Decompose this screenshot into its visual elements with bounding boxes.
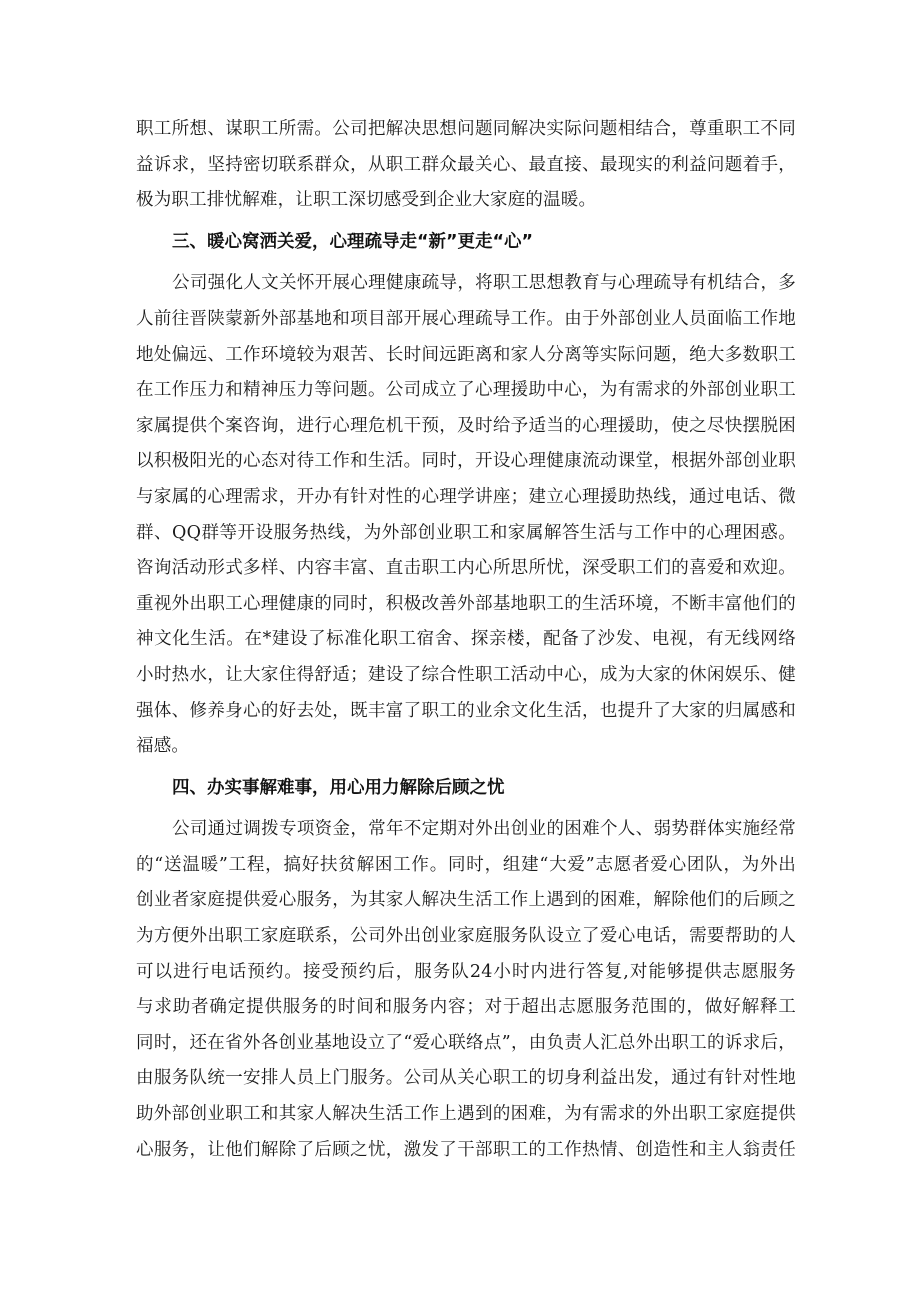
text-line: 公司强化人文关怀开展心理健康疏导，将职工思想教育与心理疏导有机结合，多 (172, 273, 796, 294)
text-line: 益诉求，坚持密切联系群众，从职工群众最关心、最直接、最现实的利益问题着手， (136, 154, 796, 175)
paragraph-3 (136, 812, 796, 1168)
text-line: 与求助者确定提供服务的时间和服务内容；对于超出志愿服务范围的，做好解释工 (136, 997, 796, 1018)
text-line: 人前往晋陕蒙新外部基地和项目部开展心理疏导工作。由于外部创业人员面临工作地 (136, 308, 796, 329)
text-line: 家属提供个案咨询，进行心理危机干预，及时给予适当的心理援助，使之尽快摆脱困 (136, 415, 796, 436)
text-line: 强体、修养身心的好去处，既丰富了职工的业余文化生活，也提升了大家的归属感和 (136, 700, 796, 721)
text-line: 可以进行电话预约。接受预约后，服务队24小时内进行答复,对能够提供志愿服务 (136, 961, 796, 982)
text-line: 神文化生活。在*建设了标准化职工宿舍、探亲楼，配备了沙发、电视，有无线网络 (136, 629, 796, 650)
text-line: 在工作压力和精神压力等问题。公司成立了心理援助中心，为有需求的外部创业职工 (136, 380, 796, 401)
text-line: 心服务，让他们解除了后顾之忧，激发了干部职工的工作热情、创造性和主人翁责任 (136, 1139, 796, 1160)
text-line: 地处偏远、工作环境较为艰苦、长时间远距离和家人分离等实际问题，绝大多数职工 (136, 344, 796, 365)
text-line: 极为职工排忧解难，让职工深切感受到企业大家庭的温暖。 (136, 190, 597, 211)
text-line: 的“送温暖”工程，搞好扶贫解困工作。同时，组建“大爱”志愿者爱心团队，为外出 (136, 854, 796, 875)
text-line: 福感。 (136, 736, 190, 757)
paragraph-2 (136, 266, 796, 764)
text-line: 助外部创业职工和其家人解决生活工作上遇到的困难，为有需求的外出职工家庭提供 (136, 1104, 796, 1125)
text-line: 与家属的心理需求，开办有针对性的心理学讲座；建立心理援助热线，通过电话、微 (136, 486, 796, 507)
text-line: 职工所想、谋职工所需。公司把解决思想问题同解决实际问题相结合，尊重职工不同 (136, 119, 796, 139)
text-line: 公司通过调拨专项资金，常年不定期对外出创业的困难个人、弱势群体实施经常 (172, 819, 796, 840)
paragraph-1 (136, 112, 796, 219)
text-line: 重视外出职工心理健康的同时，积极改善外部基地职工的生活环境，不断丰富他们的 (136, 593, 796, 614)
text-line: 创业者家庭提供爱心服务，为其家人解决生活工作上遇到的困难，解除他们的后顾之 (136, 890, 796, 911)
section-heading-3: 三、暖心窝洒关爱，心理疏导走“新”更走“心” (172, 231, 534, 252)
section-heading-4: 四、办实事解难事，用心用力解除后顾之忧 (172, 777, 505, 798)
text-line: 由服务队统一安排人员上门服务。公司从关心职工的切身利益出发，通过有针对性地 (136, 1068, 796, 1089)
text-line: 以积极阳光的心态对待工作和生活。同时，开设心理健康流动课堂，根据外部创业职 (136, 451, 796, 472)
text-line: 群、QQ群等开设服务热线，为外部创业职工和家属解答生活与工作中的心理困惑。 (136, 522, 796, 543)
text-line: 小时热水，让大家住得舒适；建设了综合性职工活动中心，成为大家的休闲娱乐、健 (136, 664, 796, 685)
text-line: 同时，还在省外各创业基地设立了“爱心联络点”，由负责人汇总外出职工的诉求后， (136, 1032, 796, 1053)
text-line: 为方便外出职工家庭联系，公司外出创业家庭服务队设立了爱心电话，需要帮助的人 (136, 926, 796, 947)
document-body (136, 112, 796, 1168)
text-line: 咨询活动形式多样、内容丰富、直击职工内心所思所忧，深受职工们的喜爱和欢迎。 (136, 558, 796, 579)
